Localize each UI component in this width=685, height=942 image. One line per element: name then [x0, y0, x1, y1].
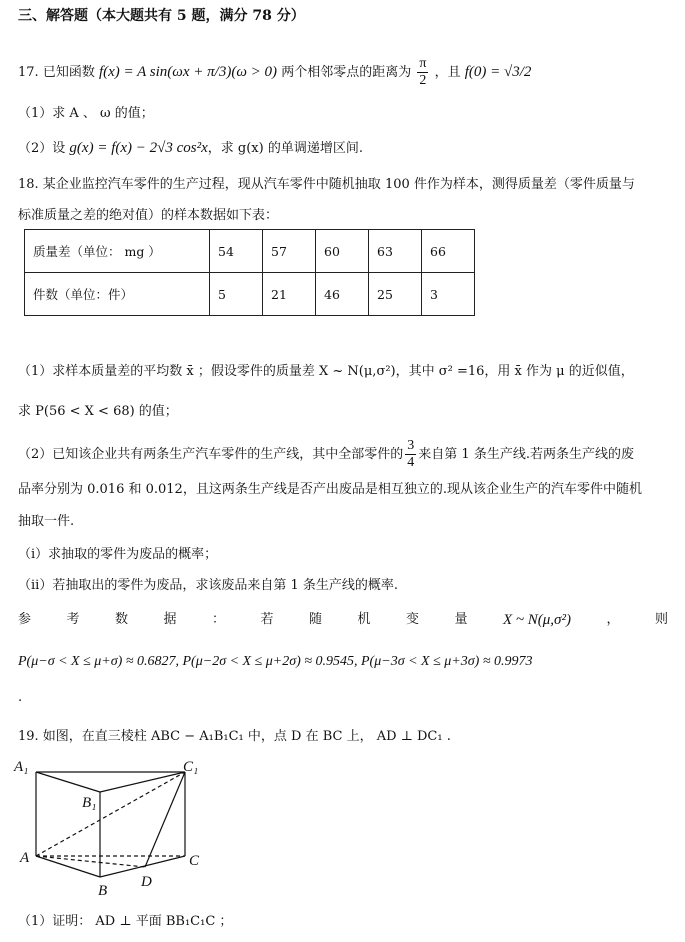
table-row	[25, 273, 475, 316]
label-d: D	[141, 874, 152, 890]
label-a: A	[20, 850, 30, 866]
q17-function: f(x) = A sin(ωx + π/3)(ω > 0)	[98, 64, 278, 80]
q19-stem: 19. 如图，在直三棱柱 ABC − A₁B₁C₁ 中，点 D 在 BC 上， AD ⊥ DC₁ .	[18, 729, 451, 744]
q19-part1: （1）证明： AD ⊥ 平面 BB₁C₁C ；	[18, 914, 233, 929]
table-cell: 5	[210, 273, 263, 316]
q18-data-table	[24, 229, 475, 316]
label-a1: A₁	[14, 759, 29, 775]
q18-part1-b: 求 P(56 < X < 68) 的值；	[18, 404, 178, 419]
table-cell: 21	[263, 273, 316, 316]
table-cell: 25	[369, 273, 422, 316]
q18-part-i: （i）求抽取的零件为废品的概率；	[18, 547, 218, 562]
q17-part1: （1）求 A 、 ω 的值；	[18, 106, 154, 121]
q18-period: .	[18, 690, 23, 705]
table-cell: 60	[316, 230, 369, 273]
q18-part1-a: （1）求样本质量差的平均数 x̄ ；假设零件的质量差 X ~ N(μ,σ²)，其中 σ² =16，用 x̄ 作为 μ 的近似值，	[18, 364, 634, 379]
table-row	[25, 230, 475, 273]
q18-part-ii: （ii）若抽取出的零件为废品，求该废品来自第 1 条生产线的概率.	[18, 578, 398, 593]
label-c: C	[189, 853, 200, 869]
q17-condition: f(0) = √3/2	[464, 64, 532, 80]
table-header-cell: 质量差（单位： mg ）	[25, 230, 210, 273]
q18-frac-3-4: $\frac{3}{4}$	[407, 438, 415, 470]
table-cell: 57	[263, 230, 316, 273]
table-cell: 54	[210, 230, 263, 273]
q17-frac-pi-2: $\frac{\pi}{2}$	[419, 56, 427, 88]
q18-reference-line: 参 考 数 据 ： 若 随 机 变 量 X ~ N(μ,σ²) ， 则	[18, 612, 668, 628]
section-title: 三、解答题（本大题共有 5 题，满分 78 分）	[18, 8, 305, 24]
table-cell: 3	[422, 273, 475, 316]
q17-stem: 17. 已知函数 f(x) = A sin(ωx + π/3)(ω > 0) 两个相邻零点的距离为 $\frac{\pi}{2}$ ，且 f(0) = √3/2	[18, 56, 532, 88]
q18-reference-formula: P(μ−σ < X ≤ μ+σ) ≈ 0.6827, P(μ−2σ < X ≤ μ+2σ) ≈ 0.9545, P(μ−3σ < X ≤ μ+3σ) ≈ 0.9973	[18, 654, 533, 669]
q18-part2-a: （2）已知该企业共有两条生产汽车零件的生产线，其中全部零件的 $\frac{3}{4}$ 来自第 1 条生产线.若两条生产线的废	[18, 438, 634, 470]
q18-line1: 18. 某企业监控汽车零件的生产过程，现从汽车零件中随机抽取 100 件作为样本，测得质量差（零件质量与	[18, 177, 635, 192]
table-header-cell: 件数（单位：件）	[25, 273, 210, 316]
q18-line2: 标准质量之差的绝对值）的样本数据如下表：	[18, 208, 279, 223]
label-b: B	[98, 883, 108, 899]
prism-diagram	[10, 755, 210, 905]
q17-part2: （2）设 g(x) = f(x) − 2√3 cos²x，求 g(x) 的单调递增区间.	[18, 140, 363, 156]
label-c1: C₁	[183, 759, 199, 775]
label-b1: B₁	[82, 795, 97, 811]
table-cell: 63	[369, 230, 422, 273]
table-cell: 46	[316, 273, 369, 316]
table-cell: 66	[422, 230, 475, 273]
q18-part2-b: 品率分别为 0.016 和 0.012，且这两条生产线是否产出废品是相互独立的.现从该企业生产的汽车零件中随机	[18, 482, 642, 497]
q18-part2-c: 抽取一件.	[18, 514, 75, 529]
